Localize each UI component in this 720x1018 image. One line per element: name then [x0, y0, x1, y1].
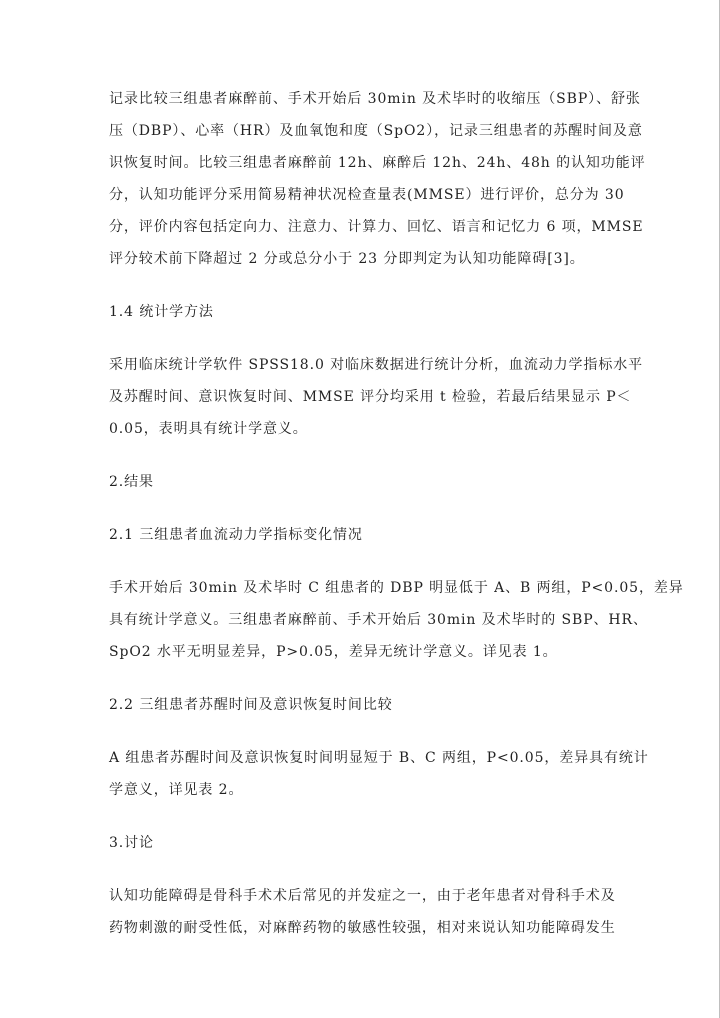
section-heading-results: 2.结果 [109, 474, 154, 490]
text-line: 记录比较三组患者麻醉前、手术开始后 30min 及术毕时的收缩压（SBP）、舒张 [109, 91, 641, 107]
text-line: A 组患者苏醒时间及意识恢复时间明显短于 B、C 两组，P<0.05，差异具有统计 [109, 750, 649, 766]
text-line: 压（DBP）、心率（HR）及血氧饱和度（SpO2），记录三组患者的苏醒时间及意 [109, 123, 643, 139]
text-line: 识恢复时间。比较三组患者麻醉前 12h、麻醉后 12h、24h、48h 的认知功能评 [109, 155, 646, 171]
paragraph-methods-observation [109, 83, 646, 275]
section-heading-recovery-time: 2.2 三组患者苏醒时间及意识恢复时间比较 [109, 697, 393, 713]
document-body [109, 83, 684, 944]
text-line: 0.05，表明具有统计学意义。 [109, 421, 308, 437]
text-line: 采用临床统计学软件 SPSS18.0 对临床数据进行统计分析，血流动力学指标水平 [109, 357, 644, 373]
section-heading-hemodynamics: 2.1 三组患者血流动力学指标变化情况 [109, 527, 363, 543]
text-line: 分，评价内容包括定向力、注意力、计算力、回忆、语言和记忆力 6 项，MMSE [109, 219, 644, 235]
text-line: 分，认知功能评分采用简易精神状况检查量表(MMSE）进行评价，总分为 30 [109, 187, 625, 203]
paragraph-hemodynamics [109, 572, 684, 668]
text-line: 评分较术前下降超过 2 分或总分小于 23 分即判定为认知功能障碍[3]。 [109, 251, 585, 267]
text-line: 认知功能障碍是骨科手术术后常见的并发症之一，由于老年患者对骨科手术及 [109, 888, 616, 904]
text-line: 及苏醒时间、意识恢复时间、MMSE 评分均采用 t 检验，若最后结果显示 P＜ [109, 389, 632, 405]
text-line: 具有统计学意义。三组患者麻醉前、手术开始后 30min 及术毕时的 SBP、HR、 [109, 612, 648, 628]
text-line: 手术开始后 30min 及术毕时 C 组患者的 DBP 明显低于 A、B 两组，P<0.05，差异 [109, 580, 684, 596]
text-line: 药物刺激的耐受性低，对麻醉药物的敏感性较强，相对来说认知功能障碍发生 [109, 920, 616, 936]
section-heading-statistics: 1.4 统计学方法 [109, 304, 214, 320]
text-line: SpO2 水平无明显差异，P>0.05，差异无统计学意义。详见表 1。 [109, 644, 558, 660]
paragraph-recovery-time [109, 742, 649, 806]
section-heading-discussion: 3.讨论 [109, 835, 154, 851]
paragraph-discussion [109, 880, 616, 944]
text-line: 学意义，详见表 2。 [109, 782, 244, 798]
paragraph-statistics [109, 349, 644, 445]
